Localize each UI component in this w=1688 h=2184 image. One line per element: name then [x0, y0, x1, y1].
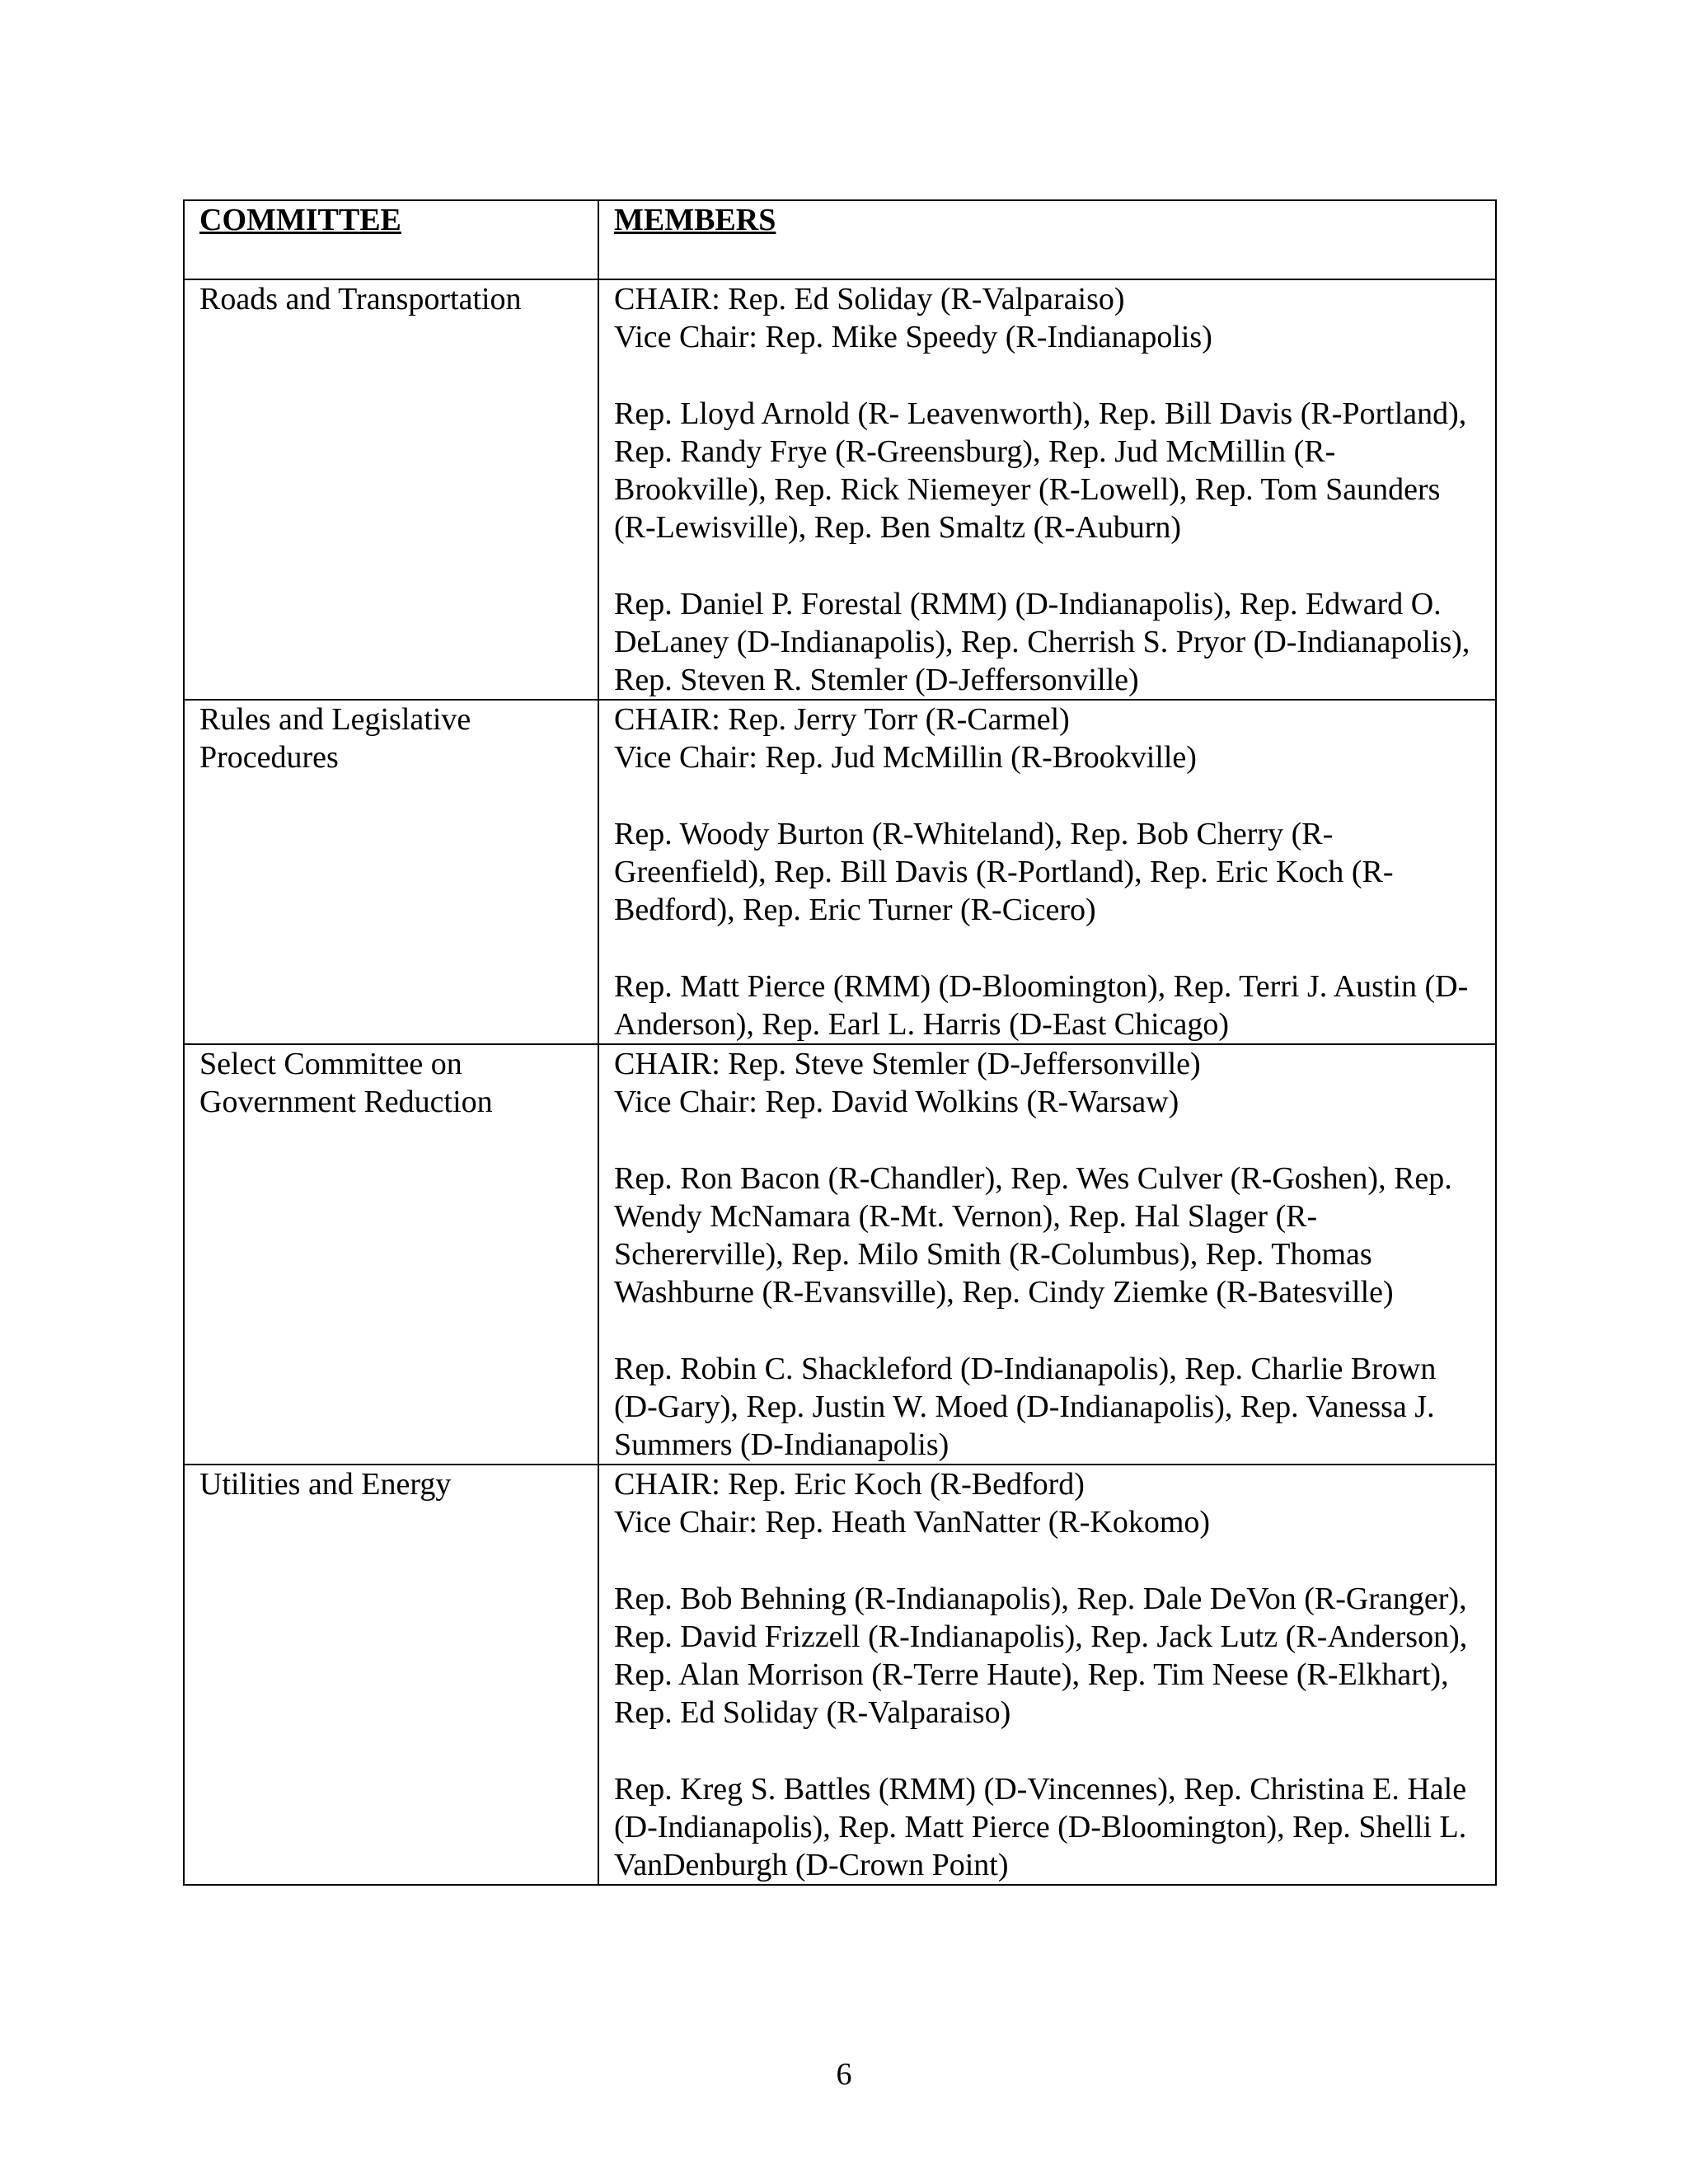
table-header-row [184, 200, 1496, 279]
committee-name: Rules and Legislative Procedures [184, 700, 598, 1044]
header-committee: COMMITTEE [184, 200, 598, 279]
members-cell [598, 1465, 1496, 1885]
spacer [614, 929, 1484, 967]
spacer [614, 1732, 1484, 1770]
minority-members: Rep. Daniel P. Forestal (RMM) (D-Indianapolis), Rep. Edward O. DeLaney (D-Indianapolis), Rep. Cherrish S. Pryor (D-Indianapolis), Rep. Steven R. Stemler (D-Jeffersonville) [614, 586, 1470, 697]
minority-members: Rep. Kreg S. Battles (RMM) (D-Vincennes), Rep. Christina E. Hale (D-Indianapolis), Rep. Matt Pierce (D-Bloomington), Rep. Shelli L. VanDenburgh (D-Crown Point) [614, 1771, 1467, 1883]
majority-members: Rep. Ron Bacon (R-Chandler), Rep. Wes Culver (R-Goshen), Rep. Wendy McNamara (R-Mt. Vernon), Rep. Hal Slager (R-Schererville), Rep. Milo Smith (R-Columbus), Rep. Thomas Washburne (R-Evansville), Rep. Cindy Ziemke (R-Batesville) [614, 1160, 1452, 1310]
vice-chair-line: Vice Chair: Rep. Mike Speedy (R-Indianapolis) [614, 320, 1212, 355]
chair-line: CHAIR: Rep. Steve Stemler (D-Jeffersonville) [614, 1047, 1201, 1081]
committee-name: Select Committee on Government Reduction [184, 1044, 598, 1465]
members-cell [598, 1044, 1496, 1465]
table-row [184, 279, 1496, 700]
spacer [614, 546, 1484, 584]
members-cell [598, 279, 1496, 700]
spacer [614, 1542, 1484, 1580]
spacer [614, 777, 1484, 815]
minority-members: Rep. Matt Pierce (RMM) (D-Bloomington), Rep. Terri J. Austin (D-Anderson), Rep. Earl L. Harris (D-East Chicago) [614, 968, 1469, 1042]
chair-line: CHAIR: Rep. Jerry Torr (R-Carmel) [614, 702, 1070, 738]
committee-name: Roads and Transportation [184, 279, 598, 700]
minority-members: Rep. Robin C. Shackleford (D-Indianapolis), Rep. Charlie Brown (D-Gary), Rep. Justin W. Moed (D-Indianapolis), Rep. Vanessa J. Summers (D-Indianapolis) [614, 1351, 1437, 1462]
vice-chair-line: Vice Chair: Rep. David Wolkins (R-Warsaw) [614, 1085, 1179, 1120]
vice-chair-line: Vice Chair: Rep. Jud McMillin (R-Brookville) [614, 740, 1197, 776]
spacer [614, 356, 1484, 394]
chair-line: CHAIR: Rep. Ed Soliday (R-Valparaiso) [614, 282, 1125, 316]
majority-members: Rep. Woody Burton (R-Whiteland), Rep. Bob Cherry (R-Greenfield), Rep. Bill Davis (R-Portland), Rep. Eric Koch (R-Bedford), Rep. Eric Turner (R-Cicero) [614, 816, 1394, 928]
members-cell [598, 700, 1496, 1044]
table-row [184, 700, 1496, 1044]
table-row [184, 1044, 1496, 1465]
page-number: 6 [836, 2057, 852, 2092]
majority-members: Rep. Bob Behning (R-Indianapolis), Rep. Dale DeVon (R-Granger), Rep. David Frizzell (R-Indianapolis), Rep. Jack Lutz (R-Anderson), Rep. Alan Morrison (R-Terre Haute), Rep. Tim Neese (R-Elkhart), Rep. Ed Soliday (R-Valparaiso) [614, 1581, 1468, 1731]
committee-name: Utilities and Energy [184, 1465, 598, 1885]
header-members: MEMBERS [598, 200, 1496, 279]
spacer [614, 1311, 1484, 1349]
committee-table [183, 199, 1497, 1886]
table-row [184, 1465, 1496, 1885]
spacer [614, 1121, 1484, 1159]
chair-line: CHAIR: Rep. Eric Koch (R-Bedford) [614, 1467, 1085, 1502]
vice-chair-line: Vice Chair: Rep. Heath VanNatter (R-Kokomo) [614, 1505, 1211, 1540]
majority-members: Rep. Lloyd Arnold (R- Leavenworth), Rep. Bill Davis (R-Portland), Rep. Randy Frye (R-Greensburg), Rep. Jud McMillin (R-Brookville), Rep. Rick Niemeyer (R-Lowell), Rep. Tom Saunders (R-Lewisville), Rep. Ben Smaltz (R-Auburn) [614, 396, 1467, 546]
